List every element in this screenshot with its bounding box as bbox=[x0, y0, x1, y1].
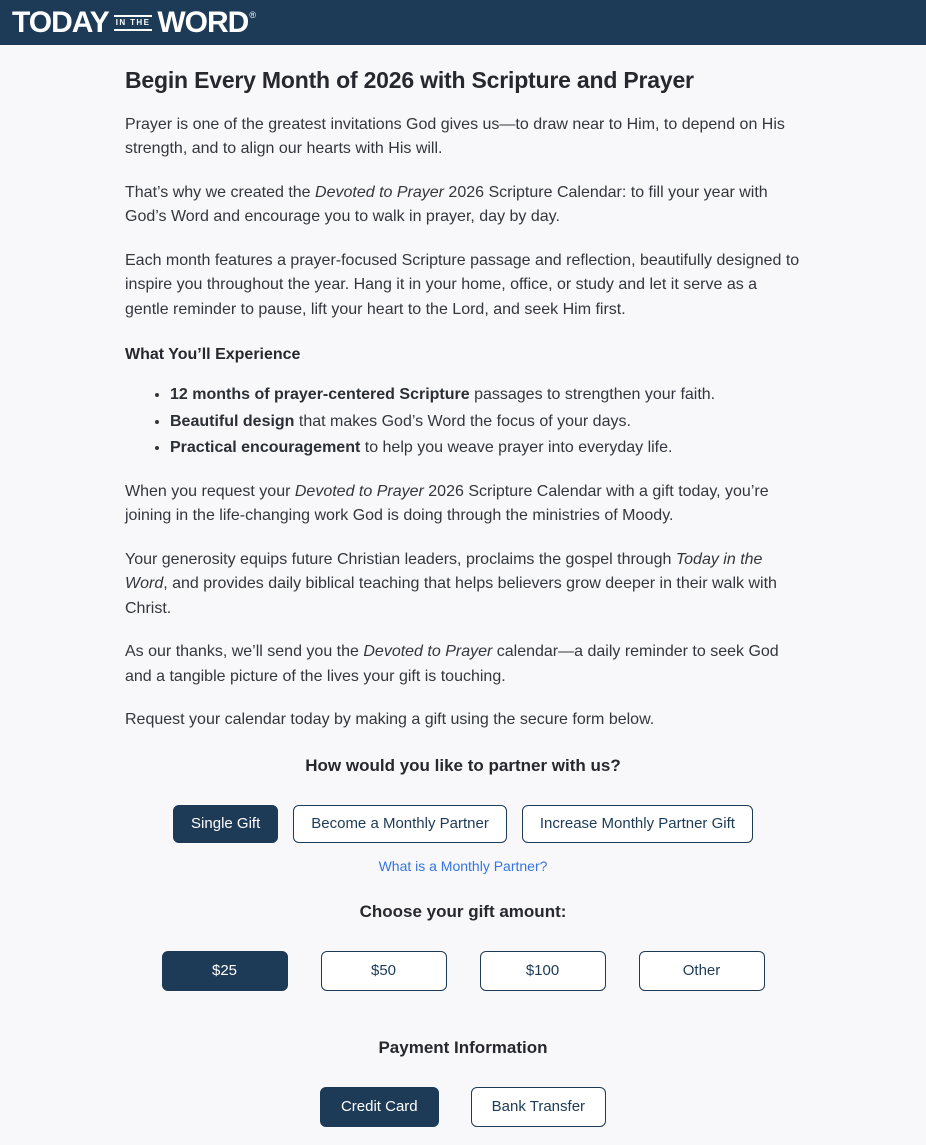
paragraph-request bbox=[125, 480, 801, 529]
amount-25-button[interactable]: $25 bbox=[162, 951, 288, 991]
paragraph-call-to-action bbox=[125, 708, 801, 732]
amount-100-button[interactable]: $100 bbox=[480, 951, 606, 991]
payment-options-row bbox=[125, 1087, 801, 1127]
text-run: Each month features a prayer-focused Scripture passage and reflection, beautifully designed to inspire you throughout the year. Hang it in your home, office, or study and let it serve as a gentle reminder to pause, lift your heart to the Lord, and seek Him first. bbox=[125, 251, 800, 318]
text-run: 12 months of prayer-centered Scripture bbox=[170, 386, 470, 404]
amount-options-row bbox=[125, 951, 801, 991]
text-run: Your generosity equips future Christian leaders, proclaims the gospel through bbox=[125, 550, 676, 568]
bank-transfer-button[interactable]: Bank Transfer bbox=[471, 1087, 606, 1127]
what-is-monthly-partner-link[interactable]: What is a Monthly Partner? bbox=[378, 858, 548, 875]
experience-heading: What You’ll Experience bbox=[125, 346, 301, 364]
text-run: passages to strengthen your faith. bbox=[469, 386, 716, 404]
increase-monthly-partner-gift-button[interactable]: Increase Monthly Partner Gift bbox=[522, 805, 753, 843]
logo-today-text: TODAY bbox=[12, 5, 109, 39]
list-item bbox=[170, 436, 801, 460]
paragraph-generosity bbox=[125, 548, 801, 621]
text-run: calendar—a daily reminder to seek God and a tangible picture of the lives your gift is touching. bbox=[125, 643, 779, 685]
partner-options-row bbox=[125, 805, 801, 843]
text-run: Beautiful design bbox=[170, 412, 295, 430]
single-gift-button[interactable]: Single Gift bbox=[173, 805, 278, 843]
text-run: 2026 Scripture Calendar: to fill your year with God’s Word and encourage you to walk in prayer, day by day. bbox=[125, 183, 768, 226]
text-run: Today in the Word bbox=[125, 550, 763, 593]
logo-in-the-text: IN THE bbox=[114, 15, 153, 31]
app-header bbox=[0, 0, 926, 45]
giving-form bbox=[125, 756, 801, 1127]
text-run: that makes God’s Word the focus of your days. bbox=[294, 412, 631, 430]
paragraph-calendar bbox=[125, 181, 801, 230]
amount-heading: Choose your gift amount: bbox=[359, 902, 567, 922]
amount-50-button[interactable]: $50 bbox=[321, 951, 447, 991]
page-content bbox=[125, 67, 801, 1145]
payment-heading: Payment Information bbox=[378, 1038, 548, 1058]
text-run: to help you weave prayer into everyday life. bbox=[360, 439, 673, 457]
text-run: Request your calendar today by making a gift using the secure form below. bbox=[125, 710, 655, 728]
text-run: Devoted to Prayer bbox=[363, 643, 493, 661]
partner-heading: How would you like to partner with us? bbox=[305, 756, 621, 776]
logo-word-text: WORD bbox=[157, 5, 249, 39]
become-monthly-partner-button[interactable]: Become a Monthly Partner bbox=[293, 805, 507, 843]
text-run: As our thanks, we’ll send you the bbox=[125, 643, 364, 661]
list-item bbox=[170, 383, 801, 407]
paragraph-intro bbox=[125, 113, 801, 162]
experience-list bbox=[125, 383, 801, 460]
text-run: Prayer is one of the greatest invitations God gives us—to draw near to Him, to depend on His strength, and to align our hearts with His will. bbox=[125, 116, 785, 158]
credit-card-button[interactable]: Credit Card bbox=[320, 1087, 439, 1127]
page-title: Begin Every Month of 2026 with Scripture and Prayer bbox=[125, 67, 694, 93]
text-run: 2026 Scripture Calendar with a gift today, you’re joining in the life-changing work God is doing through the ministries of Moody. bbox=[125, 482, 769, 525]
text-run: Devoted to Prayer bbox=[315, 183, 444, 201]
text-run: Practical encouragement bbox=[170, 439, 361, 457]
amount-other-button[interactable]: Other bbox=[639, 951, 765, 991]
text-run: Devoted to Prayer bbox=[294, 482, 424, 500]
paragraph-thanks bbox=[125, 640, 801, 689]
list-item bbox=[170, 410, 801, 434]
registered-trademark: ® bbox=[249, 9, 256, 20]
paragraph-each-month bbox=[125, 249, 801, 322]
text-run: , and provides daily biblical teaching that helps believers grow deeper in their walk with Christ. bbox=[125, 575, 777, 617]
today-in-the-word-logo[interactable] bbox=[12, 5, 256, 39]
text-run: When you request your bbox=[125, 482, 295, 500]
text-run: That’s why we created the bbox=[125, 183, 316, 201]
